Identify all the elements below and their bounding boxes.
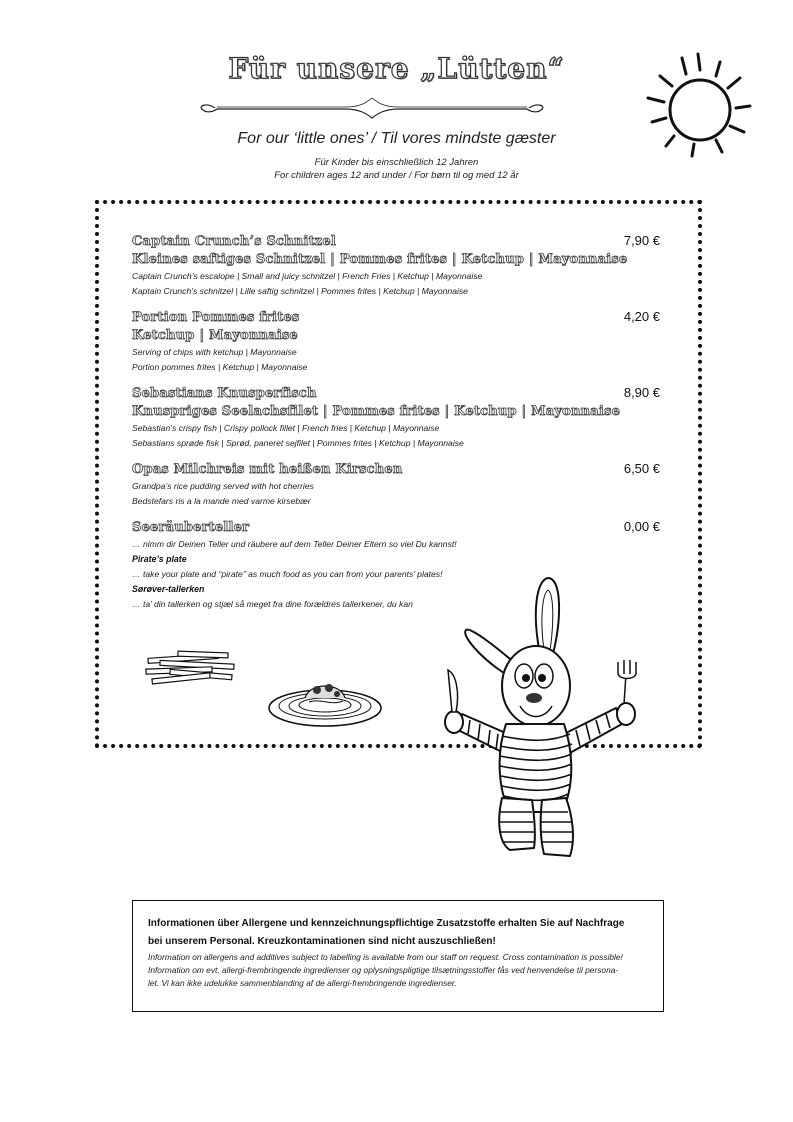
fries-illustration [142,648,242,688]
rabbit-mascot [440,574,655,864]
item-translation-en: Grandpa’s rice pudding served with hot cherries [132,481,314,491]
page-subtitle: For our ‘little ones’ / Til vores mindste gæster [237,130,556,147]
item-name: Captain Crunch’s Schnitzel [132,234,336,249]
menu-item-rice-pudding [132,461,672,509]
item-translation-en: Captain Crunch’s escalope | Small and juicy schnitzel | French Fries | Ketchup | Mayonnaise [132,271,483,281]
item-translation-en: Sebastian’s crispy fish | Crispy pollock fillet | French fries | Ketchup | Mayonnaise [132,423,440,433]
item-name-en: Pirate’s plate [132,554,187,564]
item-description: Ketchup | Mayonnaise [132,328,298,343]
menu-item-fish [132,385,672,451]
ornament-divider [195,96,549,120]
age-note-en-da: For children ages 12 and under / For børn til og med 12 år [274,170,519,181]
item-translation-en: Serving of chips with ketchup | Mayonnaise [132,347,297,357]
item-price: 0,00 € [623,519,660,534]
item-description-de: … nimm dir Deinen Teller und räubere auf dem Teller Deiner Eltern so viel Du kannst! [132,539,457,549]
item-price: 6,50 € [623,461,660,476]
item-price: 7,90 € [623,233,660,248]
item-name: Portion Pommes frites [132,310,300,325]
item-price: 8,90 € [623,385,660,400]
item-translation-da: Kaptain Crunch’s schnitzel | Lille saftig schnitzel | Pommes frites | Ketchup | Mayonnaise [132,286,468,296]
item-name: Sebastians Knusperfisch [132,386,317,401]
item-translation-da: Portion pommes frites | Ketchup | Mayonnaise [132,362,308,372]
spaghetti-illustration [265,668,385,730]
menu-item-fries [132,309,672,375]
item-price: 4,20 € [623,309,660,324]
allergy-text-de-1: Informationen über Allergene und kennzeichnungspflichtige Zusatzstoffe erhalten Sie auf Nachfrage [148,918,625,929]
item-description: Knuspriges Seelachsfilet | Pommes frites | Ketchup | Mayonnaise [132,404,621,419]
item-description-da: … ta’ din tallerken og stjæl så meget fra dine forældres tallerkener, du kan [132,599,413,609]
allergy-info-box [132,900,664,1012]
item-name-da: Sørøver-tallerken [132,584,205,594]
item-name: Opas Milchreis mit heißen Kirschen [132,462,403,477]
page-title: Für unsere „Lütten“ [228,52,565,85]
item-name: Seeräuberteller [132,520,250,535]
item-translation-da: Bedstefars ris a la mande med varme kirsebær [132,496,311,506]
allergy-text-da-2: let. Vi kan ikke udelukke sammenblanding af de allergi-frembringende ingredienser. [148,978,457,988]
item-description-en: … take your plate and “pirate” as much food as you can from your parents’ plates! [132,569,443,579]
allergy-text-da-1: Information om evt. allergi-frembringende ingredienser og oplysningspligtige tilsætningsstoffer fås ved henvendelse til persona- [148,965,619,975]
age-note-de: Für Kinder bis einschließlich 12 Jahren [314,157,479,168]
item-translation-da: Sebastians sprøde fisk | Sprød, paneret sejfilet | Pommes frites | Ketchup | Mayonnaise [132,438,464,448]
item-description: Kleines saftiges Schnitzel | Pommes frites | Ketchup | Mayonnaise [132,252,628,267]
allergy-text-de-2: bei unserem Personal. Kreuzkontaminationen sind nicht auszuschließen! [148,936,496,947]
menu-item-schnitzel [132,233,672,299]
allergy-text-en: Information on allergens and additives subject to labelling is available from our staff on request. Cross contamination is possible! [148,952,623,962]
